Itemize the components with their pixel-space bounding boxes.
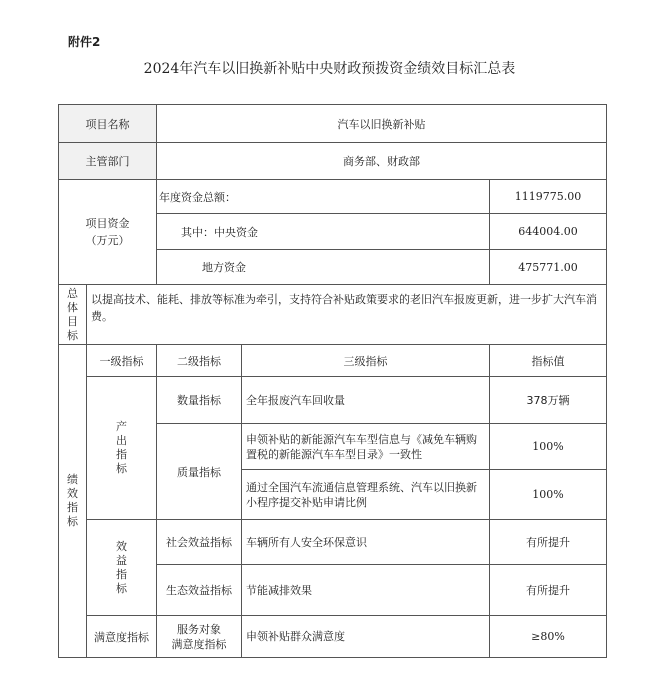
goal-label: 总 体 目 标 [59, 285, 87, 345]
project-name-label: 项目名称 [59, 105, 157, 143]
eco-label: 生态效益指标 [157, 565, 242, 616]
output-label: 产 出 指 标 [87, 377, 157, 520]
qty-row [59, 377, 607, 424]
social-label: 社会效益指标 [157, 520, 242, 565]
funds-label-unit: （万元） [85, 234, 130, 247]
social-item: 车辆所有人安全环保意识 [242, 520, 490, 565]
page-title: 2024年汽车以旧换新补贴中央财政预拨资金绩效目标汇总表 [143, 61, 516, 77]
goal-row [59, 285, 607, 345]
eco-item: 节能减排效果 [242, 565, 490, 616]
service-value: ≥80% [490, 616, 607, 658]
funds-central-value: 644004.00 [490, 214, 607, 250]
quality-value-2: 100% [490, 470, 607, 520]
funds-local-label: 地方资金 [157, 250, 490, 285]
eco-value: 有所提升 [490, 565, 607, 616]
header-level1: 一级指标 [87, 345, 157, 377]
performance-table [58, 104, 607, 658]
funds-central-label: 其中：中央资金 [157, 214, 490, 250]
quality-label: 质量指标 [157, 424, 242, 520]
indicator-header-row [59, 345, 607, 377]
attachment-label: 附件2 [68, 35, 101, 49]
funds-label [59, 180, 157, 285]
social-row [59, 520, 607, 565]
satisfaction-row [59, 616, 607, 658]
header-value: 指标值 [490, 345, 607, 377]
funds-total-value: 1119775.00 [490, 180, 607, 214]
qty-item: 全年报废汽车回收量 [242, 377, 490, 424]
social-value: 有所提升 [490, 520, 607, 565]
benefit-label: 效 益 指 标 [87, 520, 157, 616]
funds-local-value: 475771.00 [490, 250, 607, 285]
funds-label-main: 项目资金 [85, 217, 130, 230]
qty-label: 数量指标 [157, 377, 242, 424]
perf-label: 绩 效 指 标 [59, 345, 87, 658]
header-level3: 三级指标 [242, 345, 490, 377]
funds-total-label: 年度资金总额： [157, 180, 490, 214]
dept-value: 商务部、财政部 [157, 143, 607, 180]
goal-text: 以提高技术、能耗、排放等标准为牵引，支持符合补贴政策要求的老旧汽车报废更新，进一步扩大汽车消费。 [87, 285, 607, 345]
qty-value: 378万辆 [490, 377, 607, 424]
service-label: 服务对象 满意度指标 [157, 616, 242, 658]
service-item: 申领补贴群众满意度 [242, 616, 490, 658]
dept-label: 主管部门 [59, 143, 157, 180]
dept-row [59, 143, 607, 180]
quality-value-1: 100% [490, 424, 607, 470]
quality-item-1: 申领补贴的新能源汽车车型信息与《减免车辆购置税的新能源汽车车型目录》一致性 [242, 424, 490, 470]
satisfaction-label: 满意度指标 [87, 616, 157, 658]
quality-item-2: 通过全国汽车流通信息管理系统、汽车以旧换新小程序提交补贴申请比例 [242, 470, 490, 520]
project-name-value: 汽车以旧换新补贴 [157, 105, 607, 143]
header-level2: 二级指标 [157, 345, 242, 377]
funds-row-total [59, 180, 607, 214]
project-name-row [59, 105, 607, 143]
